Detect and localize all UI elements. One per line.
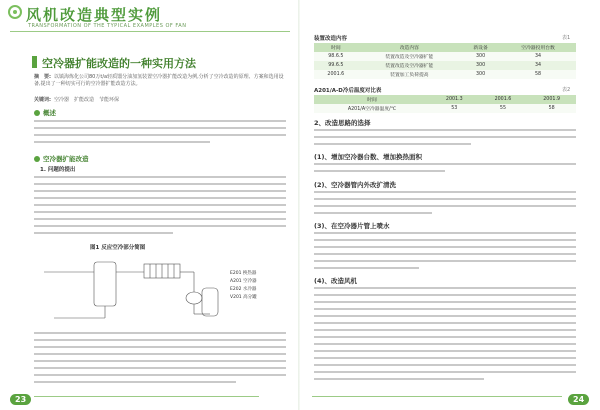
table2-header: 2001.3 <box>430 95 479 104</box>
header-rule <box>10 31 290 32</box>
table2-note: 表2 <box>562 87 571 93</box>
table1-header: 新设备 <box>461 43 500 52</box>
table-row: 99.6.5 装置改造及空冷器扩能 300 34 <box>314 61 576 70</box>
fan-paragraph <box>314 287 576 385</box>
section-cleaning: (2)、空冷器管内外改扩清洗 <box>314 181 396 189</box>
leaf-logo-icon <box>8 5 22 19</box>
add-units-paragraph <box>314 163 576 177</box>
table2-header: 2001.9 <box>527 95 576 104</box>
title-marker <box>32 56 37 68</box>
abstract-label: 摘 要: <box>34 74 51 80</box>
table1-header: 改造内容 <box>358 43 461 52</box>
problem-paragraph <box>34 176 286 239</box>
table-row: 2001.6 装置加工负荷提高 300 58 <box>314 70 576 79</box>
figure-label: A201 空冷器 <box>230 279 257 284</box>
keywords-label: 关键词: <box>34 97 51 103</box>
table1-header: 时间 <box>314 43 358 52</box>
right-page <box>300 0 600 410</box>
process-diagram <box>34 252 286 326</box>
analysis-paragraph <box>34 332 286 388</box>
page-number-left: 23 <box>10 394 31 405</box>
keywords <box>34 96 286 103</box>
header-title: 风机改造典型实例 <box>26 6 163 24</box>
article-title: 空冷器扩能改造的一种实用方法 <box>42 57 196 70</box>
section-overview: 概述 <box>34 108 56 117</box>
footer-rule <box>312 396 562 397</box>
table1-title: 装置改造内容 <box>314 36 348 42</box>
figure-label: E202 水冷器 <box>230 287 257 292</box>
table2-header: 时间 <box>314 95 430 104</box>
water-spray-paragraph <box>314 232 576 274</box>
footer-rule <box>34 396 259 397</box>
table-renovation <box>314 43 576 79</box>
section-bullet-icon <box>34 110 40 116</box>
overview-paragraph <box>34 120 286 148</box>
table2-title: A201/A-D冷后温度对比表 <box>314 88 382 94</box>
abstract <box>34 74 286 88</box>
section-approach: 2、改造思路的选择 <box>314 119 371 127</box>
table-row: 98.6.5 装置改造及空冷器扩能 300 34 <box>314 52 576 61</box>
section-water-spray: (3)、在空冷器片管上喷水 <box>314 222 390 230</box>
figure-caption: 图1 反应空冷部分简图 <box>90 245 146 251</box>
section-fan: (4)、改造风机 <box>314 277 357 285</box>
section-bullet-icon <box>34 156 40 162</box>
header-subtitle: TRANSFORMATION OF THE TYPICAL EXAMPLES OF FAN <box>28 23 187 29</box>
table-temperature <box>314 95 576 113</box>
section-expansion: 空冷器扩能改造 <box>34 154 89 163</box>
table1-header: 空冷器投用台数 <box>500 43 576 52</box>
table-row: A201/A空冷器温度/℃ 53 55 58 <box>314 104 576 113</box>
page-number-right: 24 <box>568 394 589 405</box>
abstract-text: 以镇海炼化公司80万t/a轻质馏分油加氢装置空冷器扩能改造为例,分析了空冷改造的原理、方案和选用设备,提出了一种切实可行的空冷器扩能改造方法。 <box>34 74 284 87</box>
cleaning-paragraph <box>314 191 576 219</box>
figure-label: V201 高分罐 <box>230 295 257 300</box>
keywords-text: 空冷器 扩能改造 节能环保 <box>54 97 120 103</box>
figure-label: E201 换热器 <box>230 271 257 276</box>
section-add-units: (1)、增加空冷器台数、增加换热面积 <box>314 153 422 161</box>
table2-header: 2001.6 <box>479 95 528 104</box>
approach-paragraph <box>314 129 576 150</box>
table1-note: 表1 <box>562 35 571 41</box>
subsection-problem: 1. 问题的提出 <box>40 167 76 173</box>
